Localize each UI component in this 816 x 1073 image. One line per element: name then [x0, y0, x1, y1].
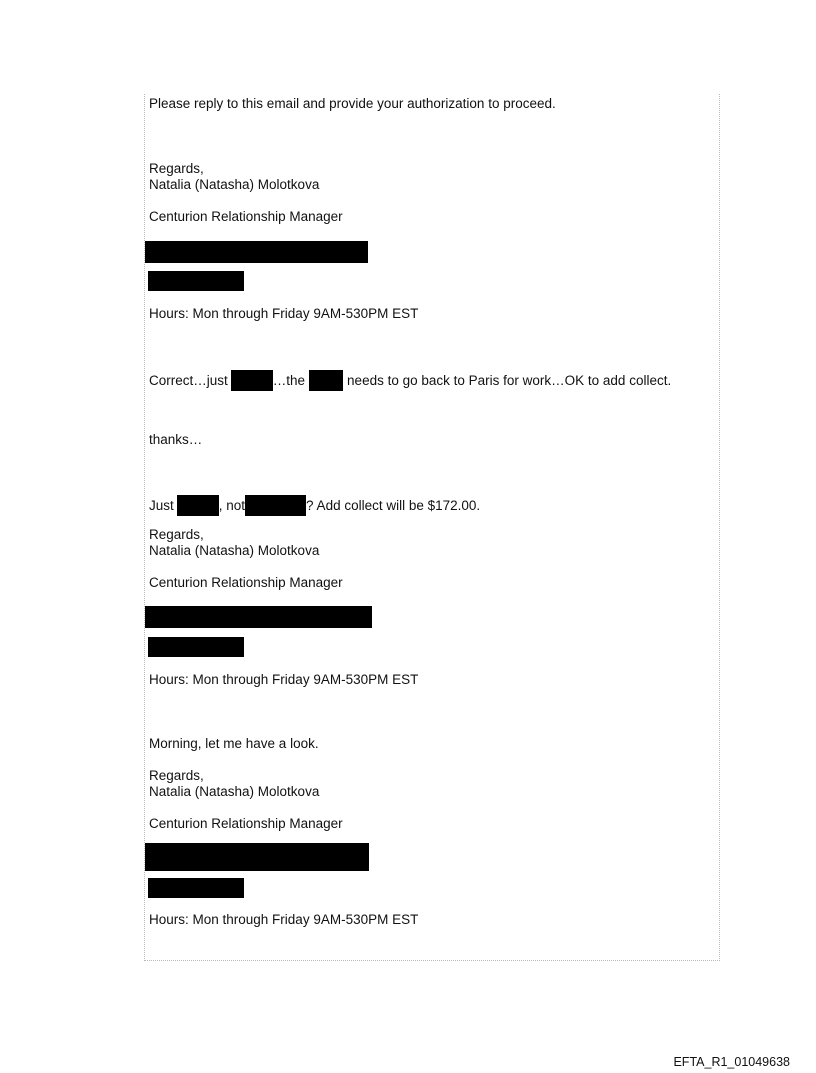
redaction-block [145, 606, 372, 628]
reply-text-start: Correct…just [149, 373, 228, 388]
signature-hours: Hours: Mon through Friday 9AM-530PM EST [149, 306, 419, 321]
redaction-block [148, 878, 244, 898]
signature-hours: Hours: Mon through Friday 9AM-530PM EST [149, 912, 419, 927]
signature-regards: Regards, [149, 768, 204, 783]
signature-title: Centurion Relationship Manager [149, 575, 343, 590]
redaction-inline [177, 495, 219, 516]
question-line [149, 495, 480, 516]
question-text-end: ? Add collect will be $172.00. [306, 498, 481, 513]
signature-name: Natalia (Natasha) Molotkova [149, 543, 320, 558]
signature-title: Centurion Relationship Manager [149, 209, 343, 224]
first-reply-text: Morning, let me have a look. [149, 736, 319, 751]
redaction-inline [309, 370, 343, 391]
document-id: EFTA_R1_01049638 [673, 1055, 790, 1069]
thanks-text: thanks… [149, 432, 203, 447]
question-text-start: Just [149, 498, 174, 513]
signature-name: Natalia (Natasha) Molotkova [149, 784, 320, 799]
redaction-inline [245, 495, 306, 516]
signature-regards: Regards, [149, 527, 204, 542]
redaction-block [145, 843, 369, 871]
redaction-block [148, 271, 244, 291]
reply-line [149, 370, 671, 391]
reply-text-end: needs to go back to Paris for work…OK to add collect. [347, 373, 672, 388]
question-text-middle: , not [218, 498, 246, 513]
redaction-block [145, 241, 368, 263]
signature-name: Natalia (Natasha) Molotkova [149, 177, 320, 192]
redaction-inline [231, 370, 273, 391]
signature-hours: Hours: Mon through Friday 9AM-530PM EST [149, 672, 419, 687]
signature-title: Centurion Relationship Manager [149, 816, 343, 831]
authorization-request-text: Please reply to this email and provide your authorization to proceed. [149, 96, 556, 111]
redaction-block [148, 637, 244, 657]
reply-text-middle: …the [272, 373, 306, 388]
signature-regards: Regards, [149, 161, 204, 176]
